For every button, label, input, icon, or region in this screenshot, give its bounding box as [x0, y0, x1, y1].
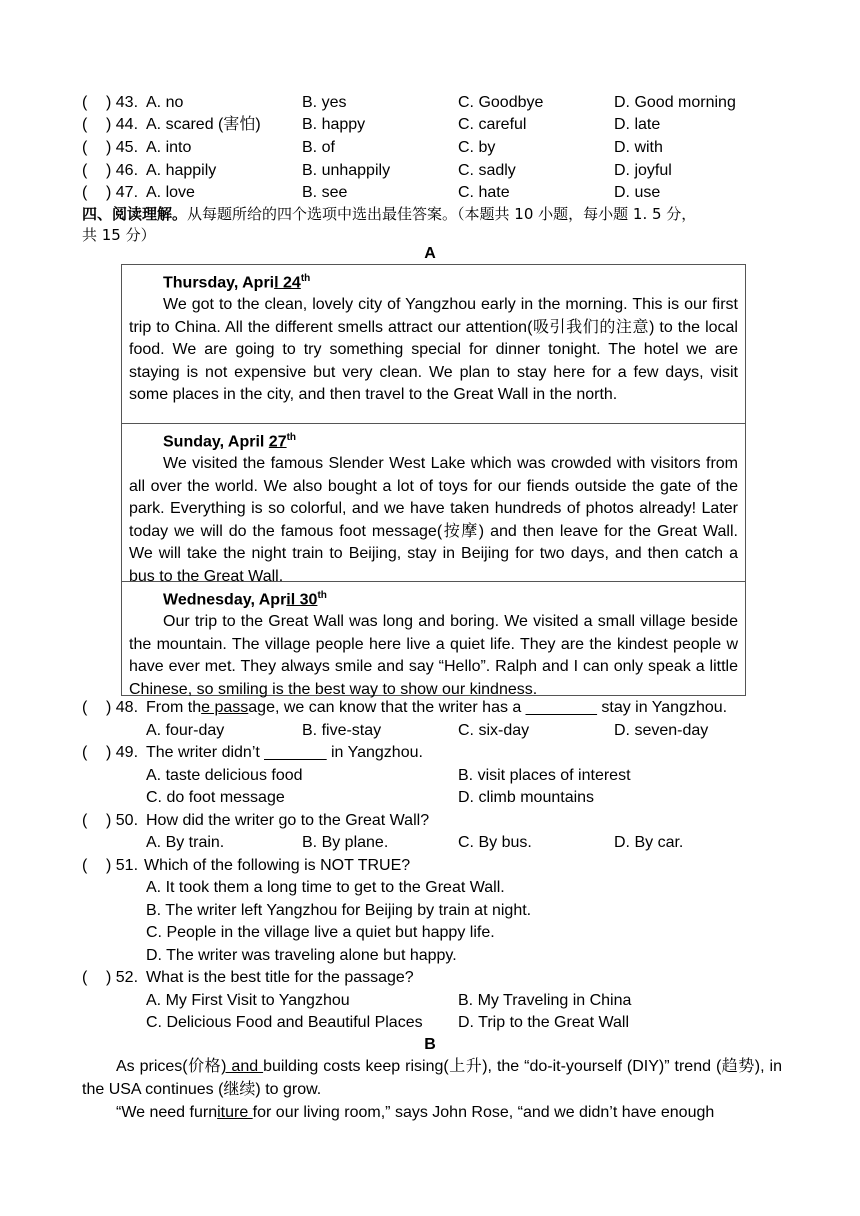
option-a: A. taste delicious food	[146, 767, 303, 784]
option-d: D. By car.	[614, 834, 684, 851]
answer-bracket[interactable]: (	[82, 744, 88, 761]
option-b: B. of	[302, 139, 335, 156]
entry-date: Sunday, April 27th	[163, 432, 297, 451]
entry-date: Thursday, April 24th	[163, 273, 311, 292]
option-d: D. use	[614, 184, 661, 201]
option-d: D. late	[614, 116, 661, 133]
option-b: B. unhappily	[302, 162, 391, 179]
question-stem: From the passage, we can know that the writer has a ________ stay in Yangzhou.	[146, 699, 728, 716]
answer-bracket[interactable]: (	[82, 969, 88, 986]
question-number: ) 50.	[106, 812, 139, 829]
option-c: C. hate	[458, 184, 510, 201]
option-b: B. My Traveling in China	[458, 992, 632, 1009]
question-number: ) 49.	[106, 744, 139, 761]
answer-bracket[interactable]: (	[82, 857, 88, 874]
option-d: D. Trip to the Great Wall	[458, 1014, 630, 1031]
question-number: ) 47.	[106, 184, 139, 201]
question-stem: The writer didn’t _______ in Yangzhou.	[146, 744, 423, 761]
entry-text: Our trip to the Great Wall was long and boring. We visited a small village beside the mountain. The village people here live a quiet life. They are the kindest people w have ever met. They always smile and say “Hello”. Ralph and I can only speak a little Chinese, so smiling is the best way to show our kindness.	[129, 613, 738, 698]
option-a: A. into	[146, 139, 192, 156]
section-title	[82, 203, 696, 225]
passage-b-paragraph-2: “We need furniture for our living room,” says John Rose, “and we didn’t have enough	[116, 1104, 715, 1121]
diary-entry-wednesday	[122, 582, 745, 698]
section-title-bold: 四、阅读理解。	[82, 205, 188, 223]
option-c: C. by	[458, 139, 496, 156]
question-number: ) 43.	[106, 94, 139, 111]
option-b: B. see	[302, 184, 348, 201]
diary-entry-sunday	[122, 424, 745, 585]
answer-bracket[interactable]: (	[82, 184, 88, 201]
answer-bracket[interactable]: (	[82, 94, 88, 111]
option-b: B. By plane.	[302, 834, 389, 851]
passage-b-label: B	[424, 1036, 436, 1053]
option-c: C. do foot message	[146, 789, 285, 806]
question-number: ) 48.	[106, 699, 139, 716]
section-title-continued: 共 15 分）	[82, 226, 156, 244]
question-number: ) 44.	[106, 116, 139, 133]
entry-text: We got to the clean, lovely city of Yangzhou early in the morning. This is our first trip to China. All the different smells attract our attention(吸引我们的注意) to the local food. We are going to try something special for dinner tonight. The hotel we are staying is not expensive but very clean. We plan to stay here for a few days, visit some places in the city, and then travel to the Great Wall in the north.	[129, 296, 738, 404]
diary-box	[121, 264, 746, 696]
option-b: B. visit places of interest	[458, 767, 631, 784]
question-number: ) 46.	[106, 162, 139, 179]
option-d: D. climb mountains	[458, 789, 595, 806]
question-stem: What is the best title for the passage?	[146, 969, 414, 986]
option-b: B. yes	[302, 94, 347, 111]
option-c: C. Goodbye	[458, 94, 544, 111]
option-c: C. six-day	[458, 722, 530, 739]
passage-a-label: A	[424, 245, 436, 262]
question-number: ) 52.	[106, 969, 139, 986]
option-c: C. By bus.	[458, 834, 532, 851]
diary-entry-thursday	[122, 265, 745, 424]
option-c: C. careful	[458, 116, 527, 133]
answer-bracket[interactable]: (	[82, 699, 88, 716]
option-d: D. with	[614, 139, 663, 156]
option-d: D. Good morning	[614, 94, 736, 111]
option-a: A. happily	[146, 162, 217, 179]
entry-date: Wednesday, April 30th	[163, 590, 327, 609]
passage-b-paragraph-1: As prices(价格) and building costs keep rising(上升), the “do-it-yourself (DIY)” trend (趋势), in the USA continues (继续) to grow.	[82, 1058, 782, 1098]
question-number: ) 51.	[106, 857, 139, 874]
entry-text: We visited the famous Slender West Lake which was crowded with visitors from all over the world. We also bought a lot of toys for our fiends outside the gate of the park. Everything is so colorful, and we have taken hundreds of photos already! Later today we will do the famous foot message(按摩) and then leave for the Great Wall. We will take the night train to Beijing, stay in Beijing for two days, and then catch a bus to the Great Wall.	[129, 455, 738, 585]
question-stem: Which of the following is NOT TRUE?	[144, 857, 411, 874]
section-title-text: 从每题所给的四个选项中选出最佳答案。（本题共 10 小题，每小题 1. 5 分，	[187, 205, 697, 223]
option-d: D. seven-day	[614, 722, 709, 739]
option-b: B. five-stay	[302, 722, 382, 739]
option-a: A. scared (害怕)	[146, 116, 261, 133]
option-a: A. no	[146, 94, 184, 111]
answer-bracket[interactable]: (	[82, 162, 88, 179]
option-a: A. four-day	[146, 722, 225, 739]
question-stem: How did the writer go to the Great Wall?	[146, 812, 430, 829]
option-a: A. love	[146, 184, 195, 201]
option-a: A. My First Visit to Yangzhou	[146, 992, 350, 1009]
question-number: ) 45.	[106, 139, 139, 156]
answer-bracket[interactable]: (	[82, 139, 88, 156]
exam-page: ( ) 43. A. no B. yes C. Goodbye D. Good morning ( ) 44. A. scared (害怕) B. happy C. careful D. late ( ) 45. A. into B. of C. by D. with ( ) 46. A. happily B. unhappily C. sadly D. joyful ( ) 47. A. love B. see C. hate D. use 四、阅读理解。从每题所给的四个选项中选出最佳答案。（本题共 10 小题，每小题 1. 5 分， 共 15 分） A Thursday, April 24th We got to the clean, lovely city of Yangzhou early in the morning. This is our first trip to China. All the different smells attract our attention(吸引我们的注意) to the local food. We are going to try something special for dinner tonight. The hotel we are staying is not expensive but very clean. We plan to stay here for a few days, visit some places in the city, and then travel to the Great Wall in the north. Sunday, April 27th We visited the famous Slender West Lake which was crowded with visitors from all over the world. We also bought a lot of toys for our fiends outside the gate of the park. Everything is so colorful, and we have taken hundreds of photos already! Later today we will do the famous foot message(按摩) and then leave for the Great Wall. We will take the night train to Beijing, stay in Beijing for two days, and then catch a bus to the Great Wall. Wednesday, April 30th Our trip to the Great Wall was long and boring. We visited a small village beside the mountain. The village people here live a quiet life. They are the kindest people w have ever met. They always smile and say “Hello”. Ralph and I can only speak a little Chinese, so smiling is the best way to show our kindness. ( ) 48. From the passage, we can know that the writer has a ________ stay in Yangzhou. A. four-day B. five-stay C. six-day D. seven-day ( ) 49. The writer didn’t _______ in Yangzhou. A. taste delicious food B. visit places of interest C. do foot message D. climb mountains ( ) 50. How did the writer go to the Great Wall? A. By train. B. By plane. C. By bus. D. By car. ( ) 51. Which of the following is NOT TRUE? A. It took them a long time to get to the Great Wall. B. The writer left Yangzhou for Beijing by train at night. C. People in the village live a quiet but happy life. D. The writer was traveling alone but happy. ( ) 52. What is the best title for the passage? A. My First Visit to Yangzhou B. My Traveling in China C. Delicious Food and Beautiful Places D. Trip to the Great Wall B As prices(价格) and building costs keep rising(上升), the “do-it-yourself (DIY)” trend (趋势), in the USA continues (继续) to grow. “We need furniture for our living room,” says John Rose, “and we didn’t have enough	[0, 0, 860, 1216]
option-c: C. Delicious Food and Beautiful Places	[146, 1014, 423, 1031]
option-b: B. happy	[302, 116, 366, 133]
answer-bracket[interactable]: (	[82, 812, 88, 829]
option-d: D. joyful	[614, 162, 672, 179]
option-c: C. sadly	[458, 162, 516, 179]
answer-bracket[interactable]: (	[82, 116, 88, 133]
option-a: A. By train.	[146, 834, 225, 851]
